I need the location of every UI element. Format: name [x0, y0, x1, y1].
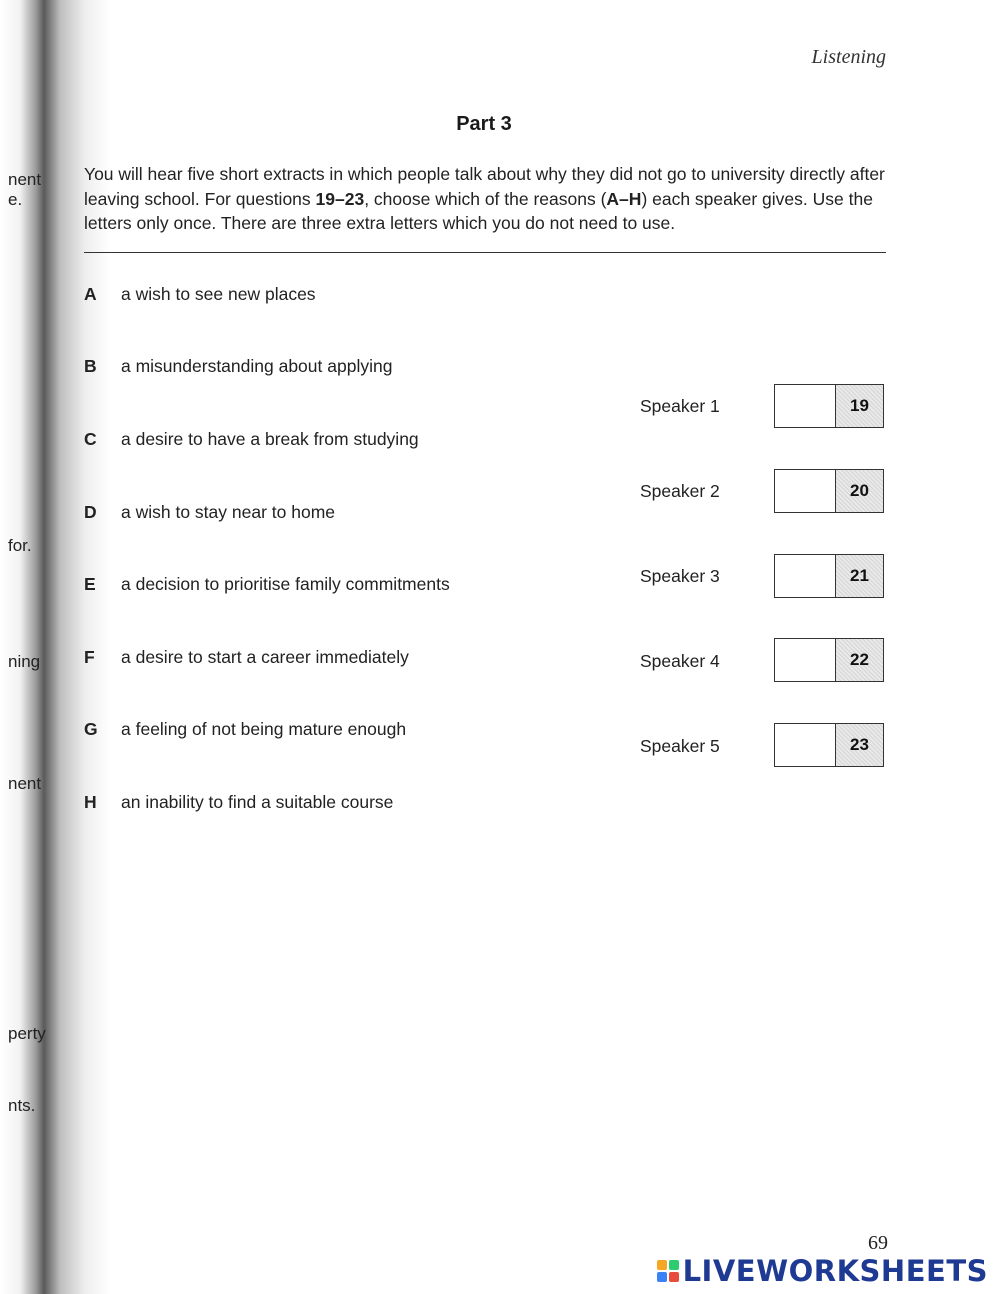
option-letter: E	[84, 574, 96, 594]
letter-range: A–H	[606, 188, 642, 209]
logo-grid-icon	[657, 1260, 679, 1282]
question-number: 22	[836, 639, 883, 681]
option-g	[84, 719, 406, 740]
speaker-4-answer-box	[774, 638, 884, 682]
speaker-1-label: Speaker 1	[640, 396, 720, 416]
divider	[84, 252, 886, 253]
logo-square	[669, 1260, 679, 1270]
speaker-3-label: Speaker 3	[640, 566, 720, 586]
gutter-fragment: e.	[8, 190, 23, 209]
option-letter: D	[84, 502, 97, 522]
speaker-3-answer-input[interactable]	[775, 555, 836, 597]
question-range: 19–23	[315, 188, 365, 209]
option-text: a misunderstanding about applying	[121, 356, 393, 376]
speaker-5-answer-box	[774, 723, 884, 767]
gutter-fragment: nent	[8, 170, 42, 189]
option-e	[84, 574, 450, 595]
option-letter: A	[84, 284, 97, 304]
question-number: 19	[836, 385, 883, 427]
option-text: a wish to stay near to home	[121, 502, 335, 522]
option-text: a desire to start a career immediately	[121, 647, 409, 667]
speaker-1-answer-box	[774, 384, 884, 428]
gutter-fragment: for.	[8, 536, 32, 555]
option-text: a wish to see new places	[121, 284, 316, 304]
option-letter: B	[84, 356, 97, 376]
liveworksheets-logo[interactable]	[657, 1254, 988, 1288]
speaker-3-answer-box	[774, 554, 884, 598]
page-number: 69	[868, 1232, 888, 1254]
logo-text: LIVEWORKSHEETS	[682, 1254, 988, 1288]
option-text: an inability to find a suitable course	[121, 792, 394, 812]
speaker-5-answer-input[interactable]	[775, 724, 836, 766]
option-text: a desire to have a break from studying	[121, 429, 419, 449]
option-b	[84, 356, 392, 377]
speaker-4-answer-input[interactable]	[775, 639, 836, 681]
gutter-fragment: perty	[8, 1024, 46, 1043]
speaker-1-answer-input[interactable]	[775, 385, 836, 427]
logo-square	[657, 1272, 667, 1282]
gutter-fragment: nts.	[8, 1096, 36, 1115]
option-letter: G	[84, 719, 98, 739]
speaker-4-label: Speaker 4	[640, 651, 720, 671]
speaker-2-answer-input[interactable]	[775, 470, 836, 512]
speaker-2-answer-box	[774, 469, 884, 513]
instructions-text: ) each speaker gives. Use the letters only once. There are three extra letters which you do not need to use.	[84, 188, 873, 233]
instructions-text: You will hear five short extracts in which people talk about why they did not go to university directly after leaving school. For questions	[84, 164, 885, 209]
instructions	[84, 162, 888, 236]
option-c	[84, 429, 419, 450]
section-header: Listening	[811, 46, 886, 68]
option-text: a decision to prioritise family commitments	[121, 574, 450, 594]
gutter-fragment: nent	[8, 774, 42, 793]
option-letter: C	[84, 429, 97, 449]
question-number: 20	[836, 470, 883, 512]
option-a	[84, 284, 316, 305]
instructions-text: , choose which of the reasons (	[364, 188, 607, 209]
option-letter: F	[84, 647, 95, 667]
question-number: 23	[836, 724, 883, 766]
gutter-fragment: ning	[8, 652, 41, 671]
option-letter: H	[84, 792, 97, 812]
option-d	[84, 502, 335, 523]
option-f	[84, 647, 409, 668]
speaker-2-label: Speaker 2	[640, 481, 720, 501]
logo-square	[669, 1272, 679, 1282]
logo-square	[657, 1260, 667, 1270]
option-h	[84, 792, 393, 813]
option-text: a feeling of not being mature enough	[121, 719, 407, 739]
question-number: 21	[836, 555, 883, 597]
speaker-5-label: Speaker 5	[640, 736, 720, 756]
part-title: Part 3	[456, 113, 512, 135]
